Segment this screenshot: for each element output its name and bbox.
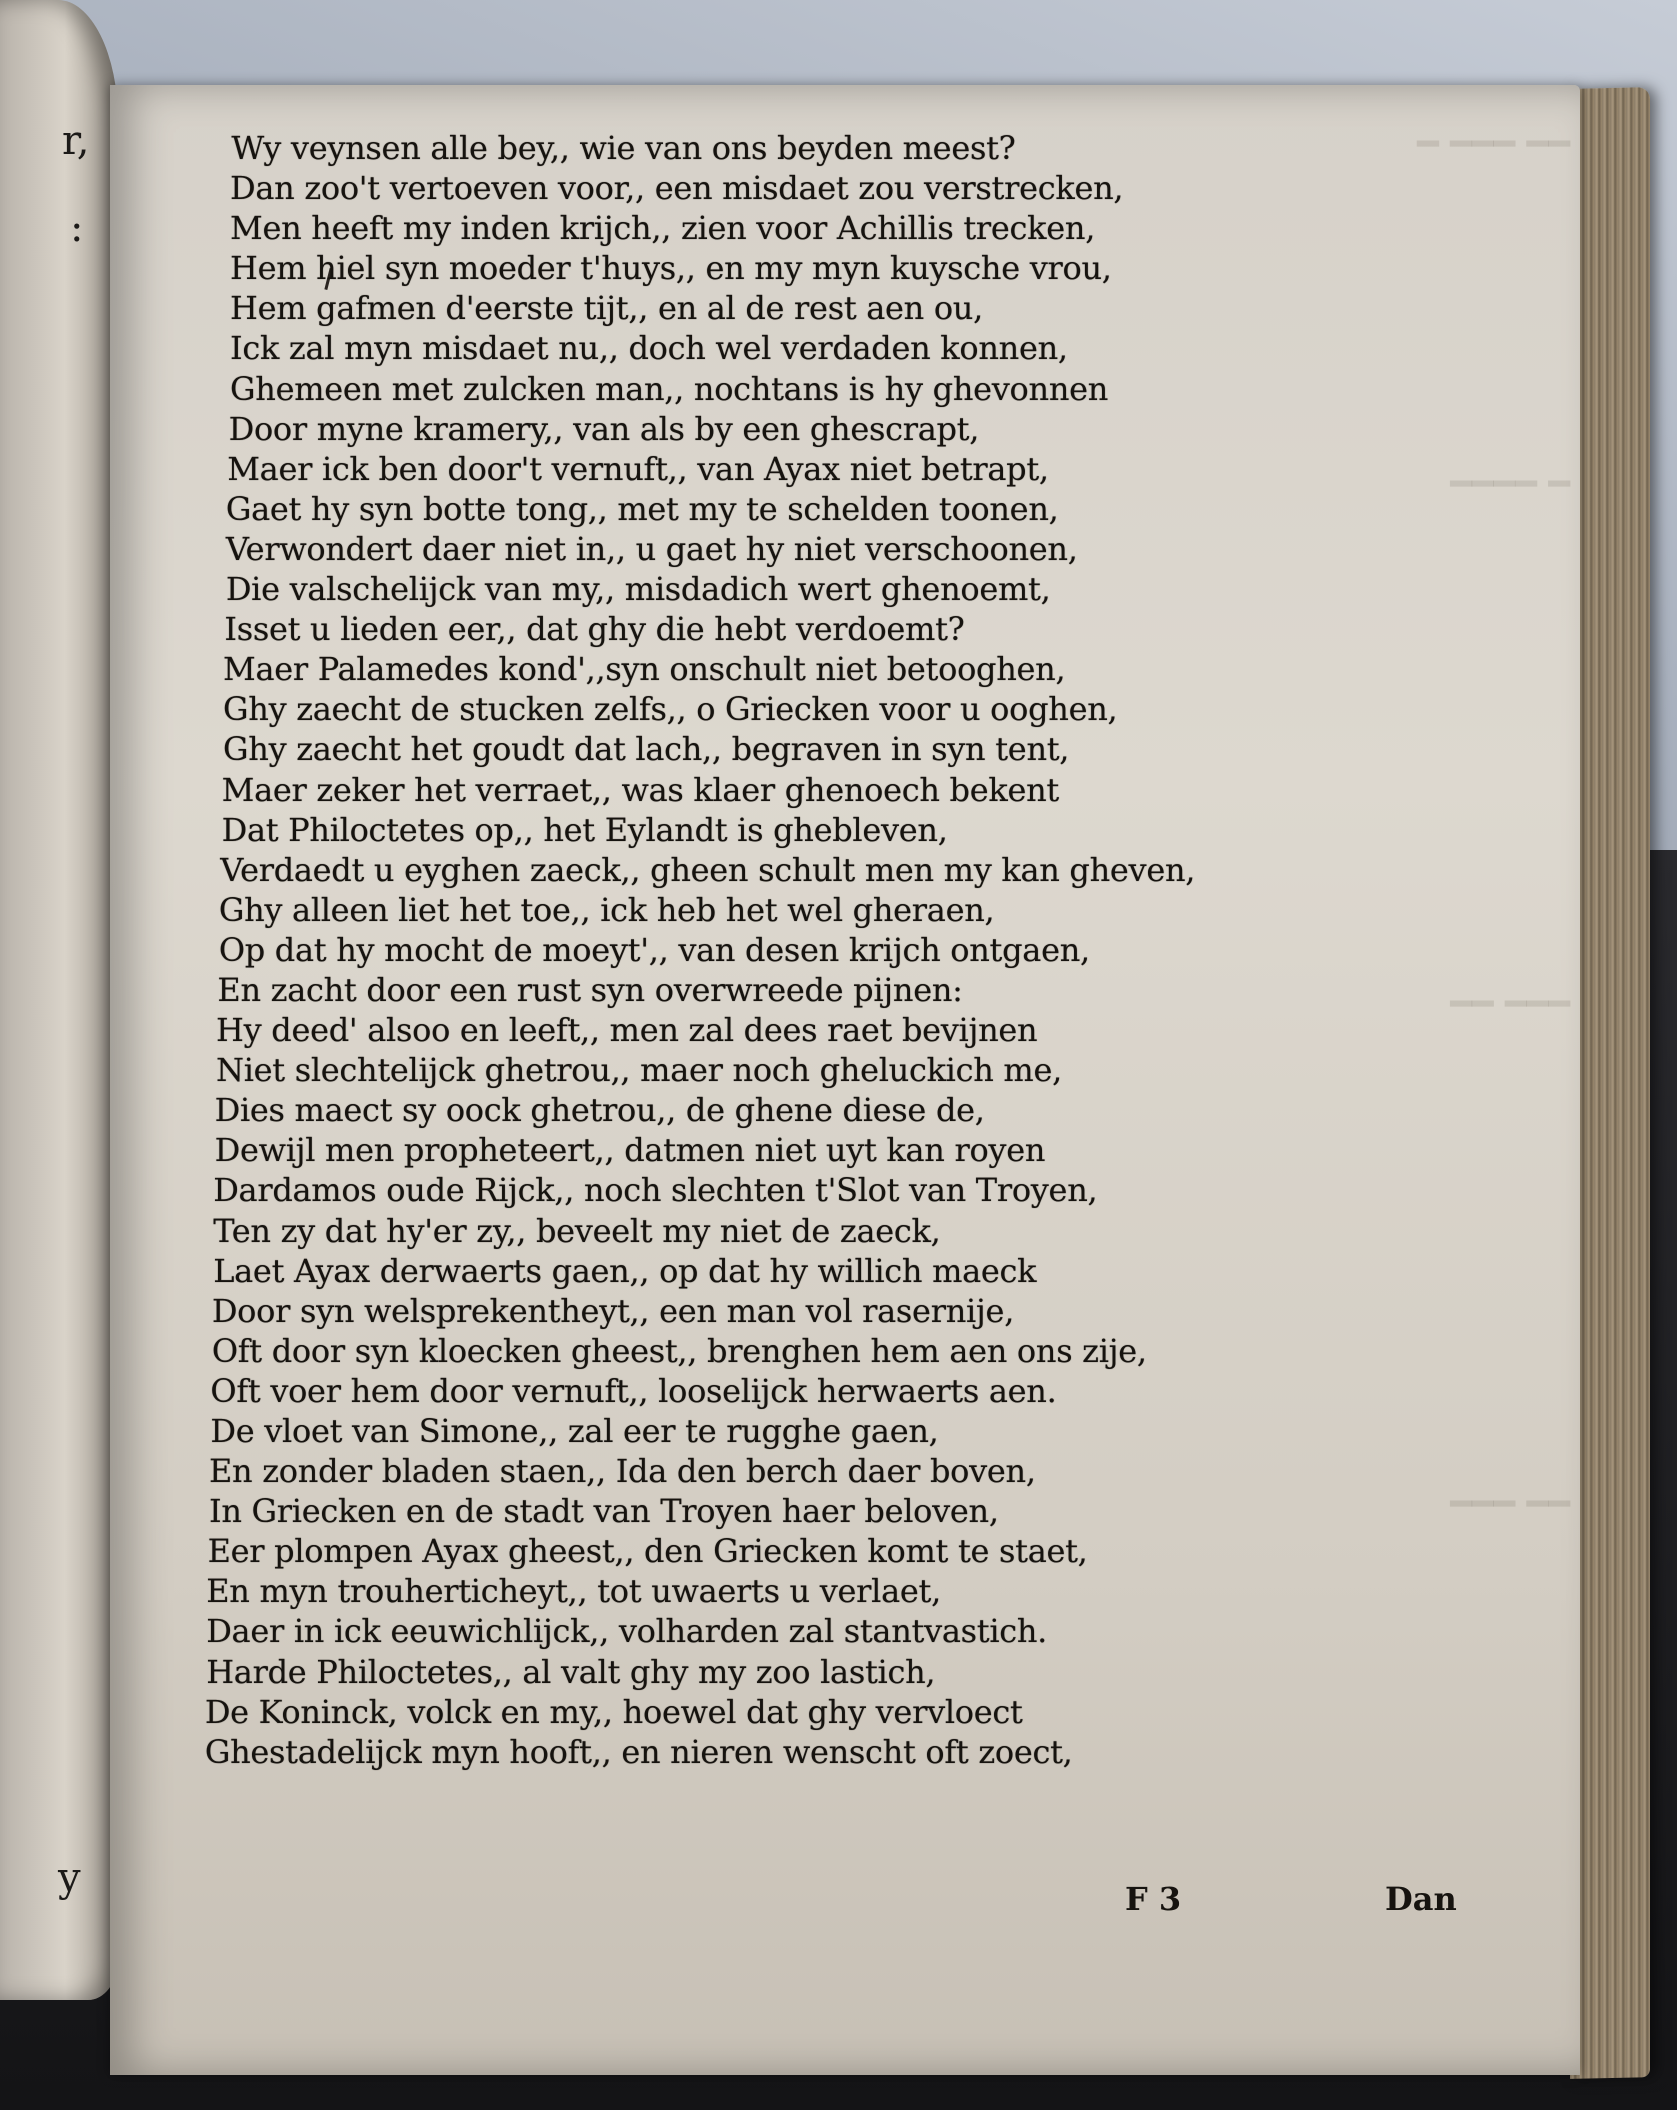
verse-line: En myn trouherticheyt,, tot uwaerts u verlaet, [206,1572,941,1611]
verse-line: Daer in ick eeuwichlijck,, volharden zal stantvastich. [206,1612,1048,1651]
verse-line: De Koninck, volck en my,, hoewel dat ghy vervloect [204,1692,1023,1731]
verse-line: Ten zy dat hy'er zy,, beveelt my niet de zaeck, [213,1211,941,1250]
verse-line: Eer plompen Ayax gheest,, den Griecken komt te staet, [207,1532,1088,1571]
verse-line: In Griecken en de stadt van Troyen haer beloven, [209,1492,999,1531]
verse-line: Oft door syn kloecken gheest,, brenghen hem aen ons zije, [211,1331,1147,1370]
verse-line: Hem hiel syn moeder t'huys,, en my myn kuysche vrou, [230,249,1112,288]
verse-line: En zonder bladen staen,, Ida den berch daer boven, [209,1452,1036,1491]
verse-line: Ghy zaecht de stucken zelfs,, o Griecken voor u ooghen, [223,690,1118,729]
facing-page-glyph: : [70,205,84,251]
verse-line: Dardamos oude Rijck,, noch slechten t'Slot van Troyen, [213,1171,1098,1210]
verse-line: Door myne kramery,, van als by een ghescrapt, [228,409,980,448]
verse-line: Verwondert daer niet in,, u gaet hy niet verschoonen, [225,529,1078,568]
verse-line: Dies maect sy oock ghetrou,, de ghene diese de, [214,1091,985,1130]
show-through-text: ━ ━━━ ━━ [1417,124,1570,165]
verse-line: Hy deed' alsoo en leeft,, men zal dees raet bevijnen [216,1011,1038,1050]
verse-line: Dan zoo't vertoeven voor,, een misdaet zou verstrecken, [230,169,1124,208]
verse-line: Oft voer hem door vernuft,, looselijck herwaerts aen. [210,1371,1057,1410]
verse-line: De vloet van Simone,, zal eer te rugghe gaen, [210,1412,939,1450]
verse-line: Niet slechtelijck ghetrou,, maer noch gheluckich me, [216,1051,1062,1090]
verse-line: Ghy zaecht het goudt dat lach,, begraven in syn tent, [223,730,1070,769]
verse-line: Wy veynsen alle bey,, wie van ons beyden meest? [231,129,1016,167]
verse-line: Dewijl men propheteert,, datmen niet uyt kan royen [214,1131,1046,1170]
verse-line: Harde Philoctetes,, al valt ghy my zoo lastich, [206,1652,936,1691]
verse-line: Gaet hy syn botte tong,, met my te schelden toonen, [225,489,1059,528]
verse-line: Men heeft my inden krijch,, zien voor Achillis trecken, [230,209,1096,248]
facing-page-edge [0,0,118,2000]
verse-line: Ghy alleen liet het toe,, ick heb het wel gheraen, [218,890,995,929]
verse-line: Verdaedt u eyghen zaeck,, gheen schult men my kan gheven, [220,850,1196,889]
verse-line: En zacht door een rust syn overwreede pijnen: [217,970,963,1009]
show-through-text: ━━━━ ━ [1450,464,1570,505]
verse-line: Isset u lieden eer,, dat ghy die hebt verdoemt? [224,610,965,649]
verse-line: Hem gafmen d'eerste tijt,, en al de rest aen ou, [230,289,983,328]
verse-line: Ghemeen met zulcken man,, nochtans is hy ghevonnen [230,369,1109,408]
show-through-text: ━━━ ━━ [1450,1484,1570,1525]
facing-page-glyph: y [58,1855,81,1901]
verse-line: Door syn welsprekentheyt,, een man vol rasernije, [211,1291,1015,1330]
verse-line: Maer Palamedes kond',,syn onschult niet betooghen, [223,650,1066,689]
book-page-edges [1570,87,1650,2079]
verse-line: Ick zal myn misdaet nu,, doch wel verdaden konnen, [230,329,1068,368]
verse-line: Laet Ayax derwaerts gaen,, op dat hy willich maeck [213,1251,1037,1290]
verse-line: Dat Philoctetes op,, het Eylandt is ghebleven, [221,810,948,849]
verse-line: Die valschelijck van my,, misdadich wert ghenoemt, [225,570,1051,609]
verse-line: Maer ick ben door't vernuft,, van Ayax niet betrapt, [227,449,1049,488]
verse-line: Ghestadelijck myn hooft,, en nieren wenscht oft zoect, [204,1732,1073,1771]
catchword: Dan [1385,1880,1457,1918]
show-through-text: ━━ ━━━ [1450,984,1570,1025]
verse-line: Op dat hy mocht de moeyt',, van desen krijch ontgaen, [218,930,1090,969]
verse-line: Maer zeker het verraet,, was klaer ghenoech bekent [221,770,1059,809]
verse-text-block [204,128,1196,1772]
signature-mark: F 3 [1125,1880,1182,1918]
facing-page-glyph: r, [62,118,90,164]
